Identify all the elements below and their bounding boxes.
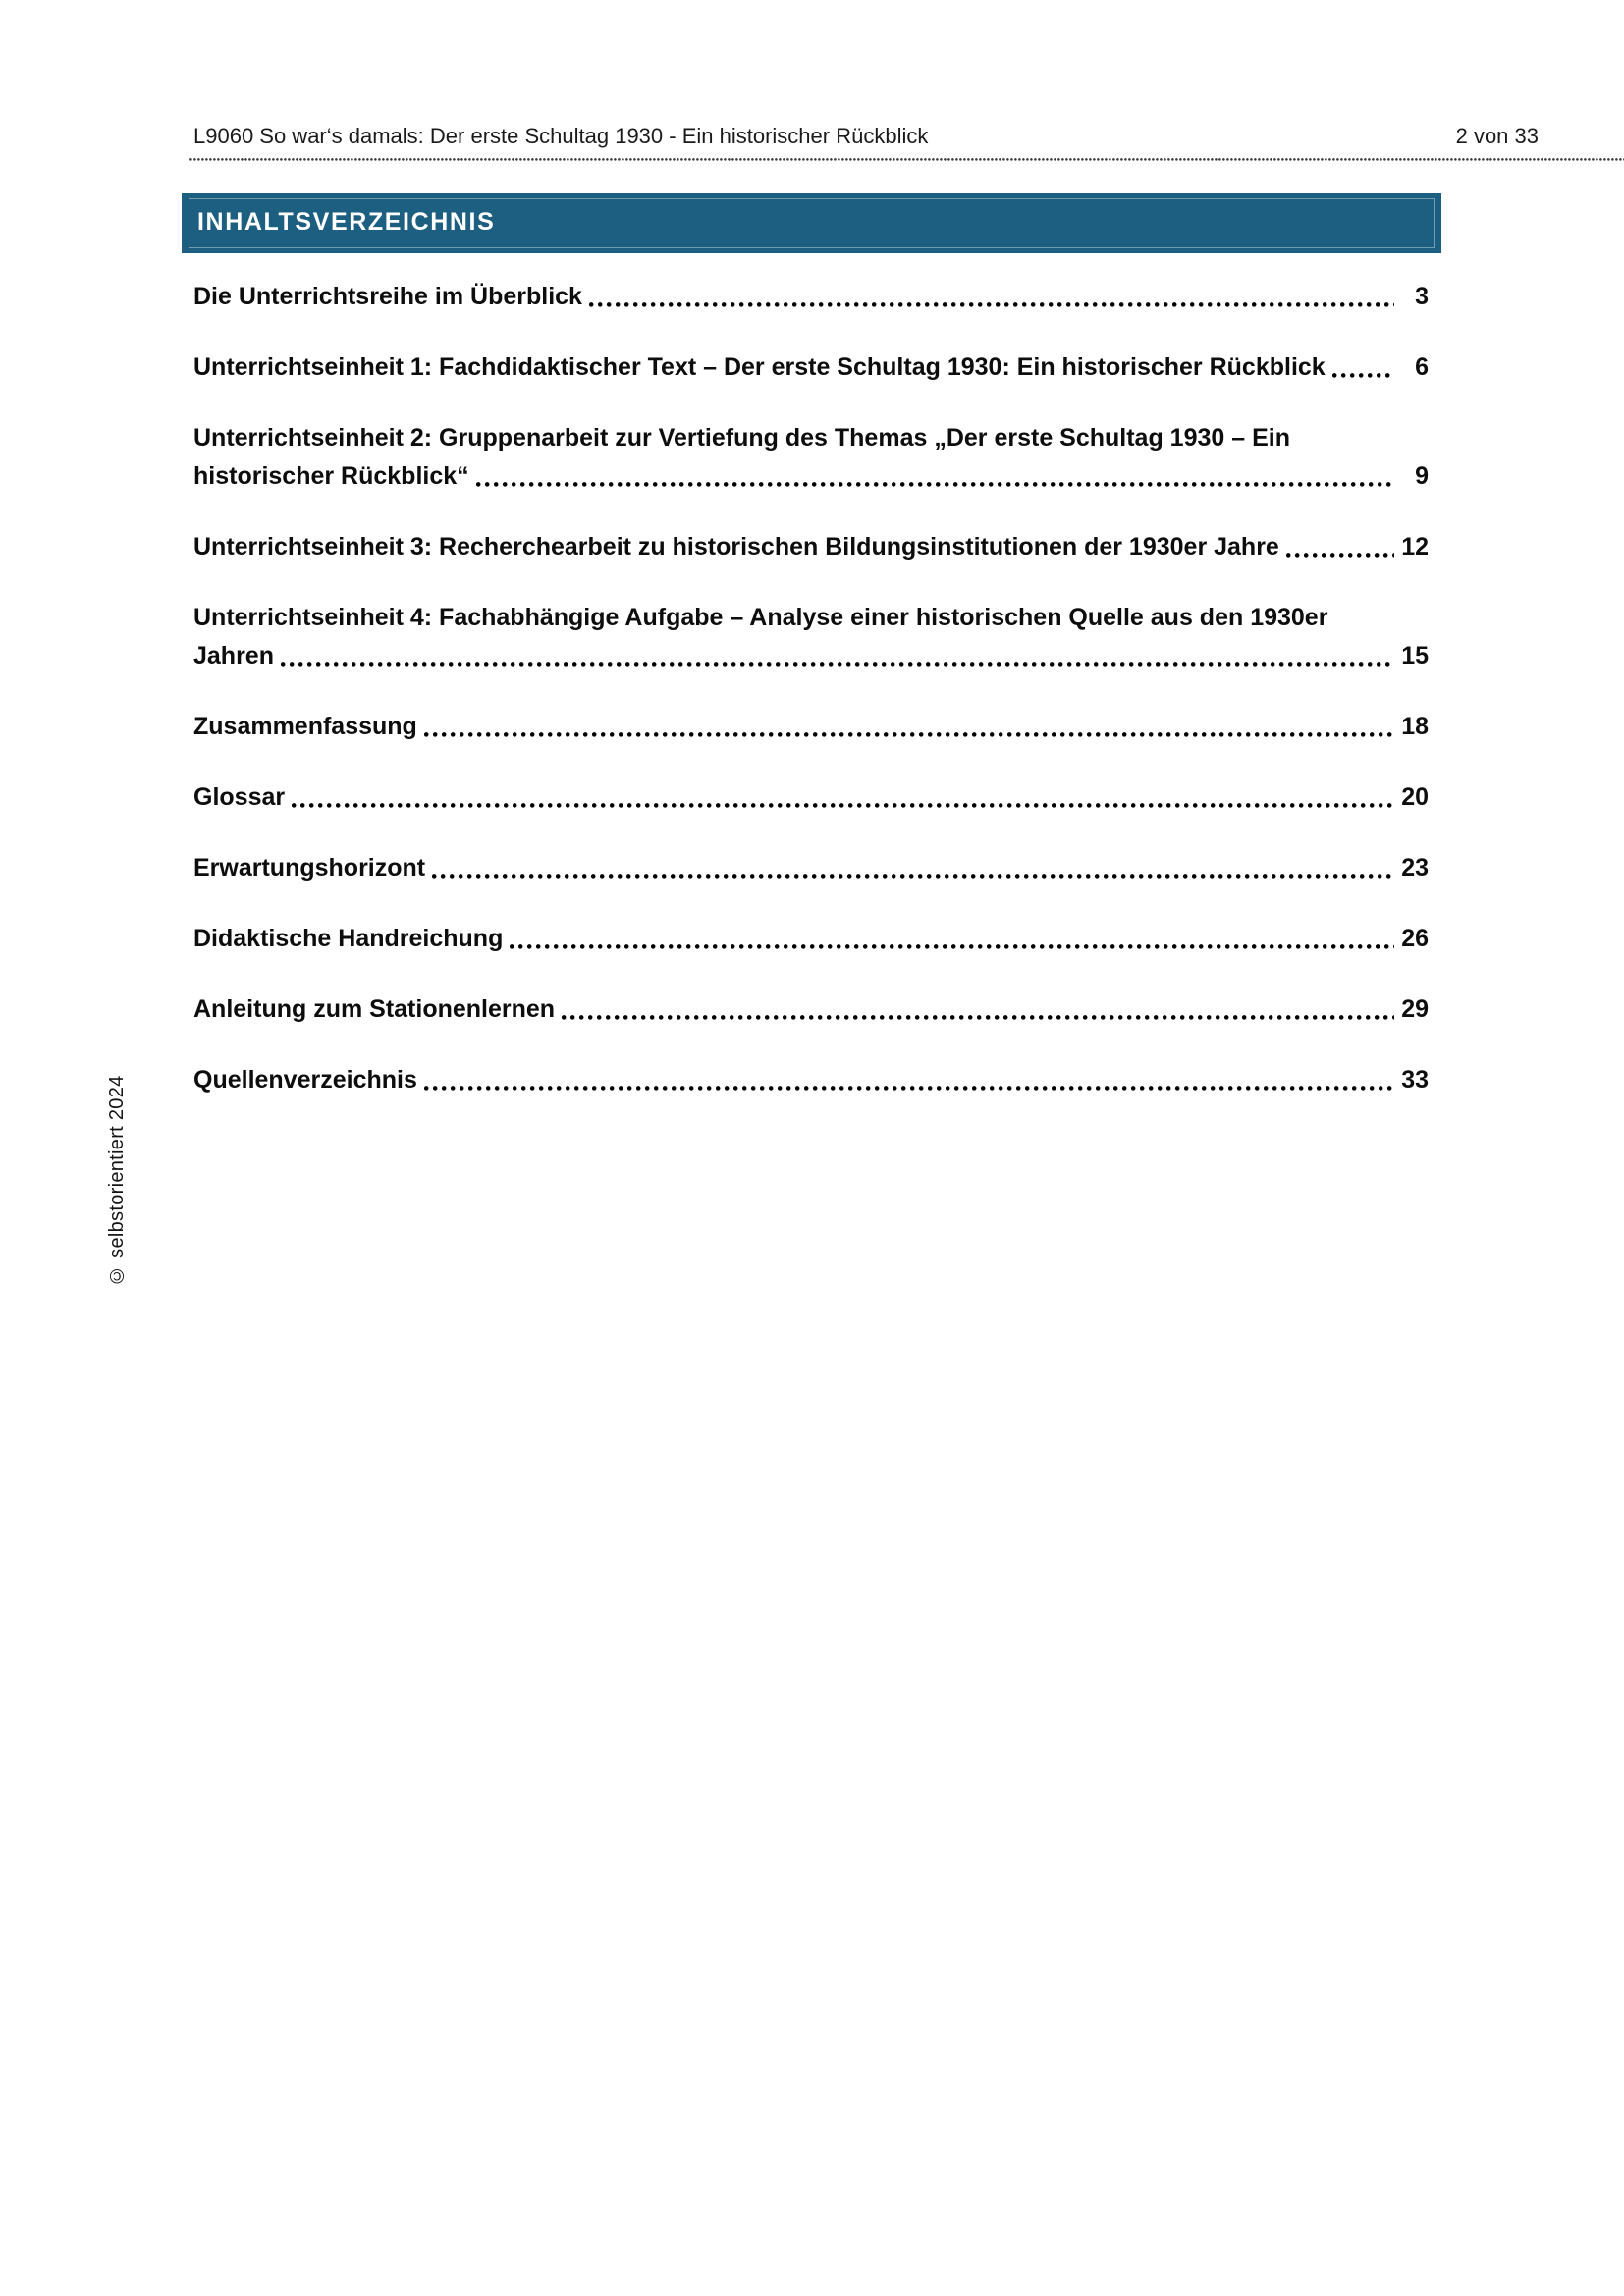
toc-page-number: 3 [1415, 283, 1429, 310]
toc-page-number: 15 [1401, 642, 1429, 669]
toc-line [193, 920, 1429, 958]
toc-line [193, 599, 1429, 637]
toc-entry-title: Unterrichtseinheit 3: Recherchearbeit zu historischen Bildungsinstitutionen der 1930er Jahre [193, 533, 1279, 561]
toc-entry-title: Unterrichtseinheit 2: Gruppenarbeit zur Vertiefung des Themas „Der erste Schultag 1930 – Ein [193, 424, 1290, 452]
toc-entry [193, 1061, 1429, 1099]
toc-entry-title: Unterrichtseinheit 4: Fachabhängige Aufgabe – Analyse einer historischen Quelle aus den 1930er [193, 604, 1328, 631]
dotted-leader [281, 662, 1394, 667]
toc-entry-title: Unterrichtseinheit 1: Fachdidaktischer Text – Der erste Schultag 1930: Ein historischer Rückblick [193, 353, 1326, 381]
dotted-leader [1332, 373, 1394, 378]
dotted-leader [424, 1086, 1394, 1091]
toc-entry [193, 599, 1429, 675]
toc-line [193, 708, 1429, 746]
toc-page-number: 26 [1401, 925, 1429, 952]
toc-line [193, 637, 1429, 675]
header-page-indicator: 2 von 33 [1455, 124, 1539, 148]
header-divider [189, 158, 1624, 161]
toc-entry-title: Jahren [193, 642, 274, 669]
dotted-leader [424, 732, 1394, 737]
toc-list [193, 278, 1429, 1132]
toc-line [193, 849, 1429, 887]
toc-entry [193, 419, 1429, 496]
dotted-leader [476, 482, 1394, 487]
toc-entry [193, 849, 1429, 887]
toc-entry-title: Die Unterrichtsreihe im Überblick [193, 283, 582, 310]
dotted-leader [589, 302, 1394, 307]
header-document-title: L9060 So war‘s damals: Der erste Schultag 1930 - Ein historischer Rückblick [193, 124, 929, 148]
toc-page-number: 20 [1401, 783, 1429, 811]
toc-title-bar [182, 193, 1441, 253]
toc-entry-title: historischer Rückblick“ [193, 462, 469, 490]
toc-entry [193, 990, 1429, 1029]
dotted-leader [562, 1015, 1394, 1020]
toc-line [193, 990, 1429, 1029]
toc-entry [193, 920, 1429, 958]
toc-line [193, 419, 1429, 457]
page-header [193, 124, 1539, 149]
toc-line [193, 1061, 1429, 1099]
dotted-leader [292, 803, 1394, 808]
toc-entry-title: Quellenverzeichnis [193, 1066, 417, 1094]
toc-line [193, 528, 1429, 566]
toc-entry-title: Anleitung zum Stationenlernen [193, 995, 556, 1023]
toc-entry [193, 278, 1429, 316]
toc-page-number: 29 [1401, 995, 1429, 1023]
toc-entry [193, 528, 1429, 566]
toc-entry [193, 778, 1429, 817]
toc-page-number: 33 [1401, 1066, 1429, 1094]
toc-entry [193, 708, 1429, 746]
toc-line [193, 457, 1429, 496]
toc-line [193, 278, 1429, 316]
toc-page-number: 12 [1401, 533, 1429, 561]
toc-page-number: 18 [1401, 713, 1429, 740]
toc-entry [193, 348, 1429, 387]
toc-title: INHALTSVERZEICHNIS [197, 208, 496, 236]
toc-line [193, 348, 1429, 387]
dotted-leader [1286, 553, 1394, 558]
toc-entry-title: Zusammenfassung [193, 713, 417, 740]
toc-page-number: 6 [1415, 353, 1429, 381]
toc-entry-title: Erwartungshorizont [193, 854, 426, 881]
toc-entry-title: Didaktische Handreichung [193, 925, 504, 952]
toc-entry-title: Glossar [193, 783, 286, 811]
toc-page-number: 23 [1401, 854, 1429, 881]
toc-line [193, 778, 1429, 817]
dotted-leader [432, 874, 1394, 879]
toc-page-number: 9 [1415, 462, 1429, 490]
copyright-vertical-label: © selbstorientiert 2024 [106, 1075, 128, 1286]
dotted-leader [510, 944, 1394, 949]
